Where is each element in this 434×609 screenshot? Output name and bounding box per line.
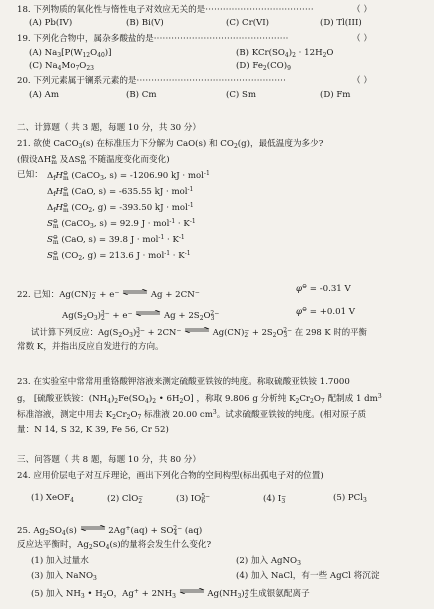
equilibrium-arrow-icon — [179, 588, 205, 594]
q24-item-4: (4) $I_3^-$ — [263, 493, 287, 505]
q20-option-d: (D) Fm — [320, 90, 351, 100]
q21-data-row: $S^⊖_m$ ($CO_2$, g) = 213.6 $J \cdot mol^{-1} \cdot K^{-1}$ — [47, 250, 191, 262]
q18-option-a: (A) Pb(IV) — [29, 18, 73, 28]
q19-option-d: (D) $Fe_2(CO)_9$ — [236, 61, 291, 72]
q18-option-c: (C) Cr(VI) — [226, 18, 270, 28]
equilibrium-arrow-icon — [184, 327, 210, 333]
q24-item-1: (1) XeOF$_4$ — [31, 493, 74, 504]
q24-item-5: (5) PCl$_3$ — [333, 493, 367, 504]
q19-stem: 19. 下列化合物中，属杂多酸盐的是·············································· — [17, 34, 289, 44]
q20-stem: 20. 下列元素属于镧系元素的是··················································· — [17, 76, 287, 86]
q21-known-label: 已知： — [17, 170, 43, 180]
q19-option-c: (C) $Na_4Mo_7O_{23}$ — [29, 61, 94, 72]
section-3-title: 三、问答题（ 共 8 题，每题 10 分，共 80 分） — [17, 455, 201, 465]
q24-stem: 24. 应用价层电子对互斥理论，画出下列化合物的空间构型(标出孤电子对的位置) — [17, 471, 324, 481]
q22-line-4: 常数 K，并指出反应自发进行的方向。 — [17, 342, 164, 352]
q21-line-1: 21. 欲使 CaCO$_3$(s) 在标准压力下分解为 CaO(s) 和 $CO_2(g)$，最低温度为多少? — [17, 139, 324, 150]
q25-option-5: (5) 加入 $NH_3$ • $H_2O$，$Ag^+ + 2NH_3$ $Ag(NH_3)_2^+$生成银氨配离子 — [31, 588, 310, 600]
q22-eq-2: $Ag(S_2O_3)_2^{3-} + e^-$ $Ag + 2S_2O_3^{2-}$ — [62, 310, 220, 322]
q18-bracket: （ ） — [352, 5, 372, 15]
q22-phi-1: φ⊖ = -0.31 V — [296, 283, 351, 294]
q23-line-2: g， [硫酸亚铁铵：$(NH_4)_2Fe(SO_4)_2$ • $6H_2O$] ，称取 9.806 g 分析纯 $K_2Cr_2O_7$ 配制成 1 $dm^3$ — [17, 393, 382, 405]
section-2-title: 二、计算题（ 共 3 题，每题 10 分，共 30 分） — [17, 123, 201, 133]
q23-line-4: 量：N 14, S 32, K 39, Fe 56, Cr 52) — [17, 425, 169, 435]
q22-line-3: 试计算下列反应：$Ag(S_2O_3)_2^{3-} + 2CN^-$ $Ag(CN)_2^- + 2S_2O_3^{2-}$ 在 298 K 时的平衡 — [31, 327, 367, 339]
q21-data-row: $S^⊖_m$ (CaO, s) = 39.8 $J \cdot mol^{-1} \cdot K^{-1}$ — [47, 234, 185, 246]
q25-option-2: (2) 加入 AgNO$_3$ — [236, 556, 301, 567]
q22-phi-2: φ⊖ = +0.01 V — [296, 306, 356, 317]
q20-bracket: （ ） — [352, 76, 372, 86]
q21-data-row: $\Delta_fH^⊖_m$ (CaO, s) = -635.55 kJ · mol$^{-1}$ — [47, 186, 194, 198]
q21-data-row: $S^⊖_m$ (CaCO$_3$, s) = 92.9 $J \cdot mol^{-1} \cdot K^{-1}$ — [47, 218, 196, 230]
q21-data-row: $\Delta_fH^⊖_m$ (CaCO$_3$, s) = -1206.90 kJ · mol$^{-1}$ — [47, 170, 210, 182]
equilibrium-arrow-icon — [80, 525, 106, 531]
q18-option-d: (D) Tl(III) — [320, 18, 362, 28]
q22-eq-1: 22. 已知：$Ag(CN)_2^- + e^-$ Ag + 2CN− — [17, 289, 200, 301]
q19-option-a: (A) $Na_3[P(W_{12}O_{40})]$ — [29, 48, 112, 59]
q25-option-4: (4) 加入 NaCl，有一些 AgCl 将沉淀 — [236, 571, 380, 581]
q25-option-1: (1) 加入过量水 — [31, 556, 89, 566]
q20-option-b: (B) Cm — [126, 90, 157, 100]
q18-option-b: (B) Bi(V) — [126, 18, 164, 28]
q25-option-3: (3) 加入 NaNO$_3$ — [31, 571, 97, 582]
q18-stem: 18. 下列物质的氧化性与惰性电子对效应无关的是····································· — [17, 5, 314, 15]
equilibrium-arrow-icon — [135, 310, 161, 316]
q24-item-2: (2) ClO$_2$− — [107, 493, 144, 505]
q19-option-b: (B) $KCr(SO_4)_2 \cdot 12H_2O$ — [236, 48, 334, 59]
q25-equation: 25. $Ag_2SO_4(s)$ $2Ag^+(aq) + SO_4^{2-}$ (aq) — [17, 525, 203, 537]
q20-option-c: (C) Sm — [226, 90, 257, 100]
q20-option-a: (A) Am — [29, 90, 59, 100]
q25-line-2: 反应达平衡时，$Ag_2SO_4(s)$的量将会发生什么变化? — [17, 540, 212, 551]
q24-item-3: (3) $IO_6^{5-}$ — [176, 493, 211, 505]
q21-line-2: (假设$\Delta H^⊖_m$ 及$\Delta S^⊖_m$ 不随温度变化而变化) — [17, 154, 170, 166]
q21-data-row: $\Delta_fH^⊖_m$ ($CO_2$, g) = -393.50 kJ · mol$^{-1}$ — [47, 202, 194, 214]
equilibrium-arrow-icon — [122, 289, 148, 295]
q23-line-1: 23. 在实验室中常常用重铬酸钾溶液来测定硫酸亚铁铵的纯度。称取硫酸亚铁铵 1.7000 — [17, 377, 350, 387]
q23-line-3: 标准溶液，测定中用去 $K_2Cr_2O_7$ 标准液 20.00 $cm^3$。试求硫酸亚铁铵的纯度。(相对原子质 — [17, 409, 367, 421]
q19-bracket: （ ） — [352, 34, 372, 44]
